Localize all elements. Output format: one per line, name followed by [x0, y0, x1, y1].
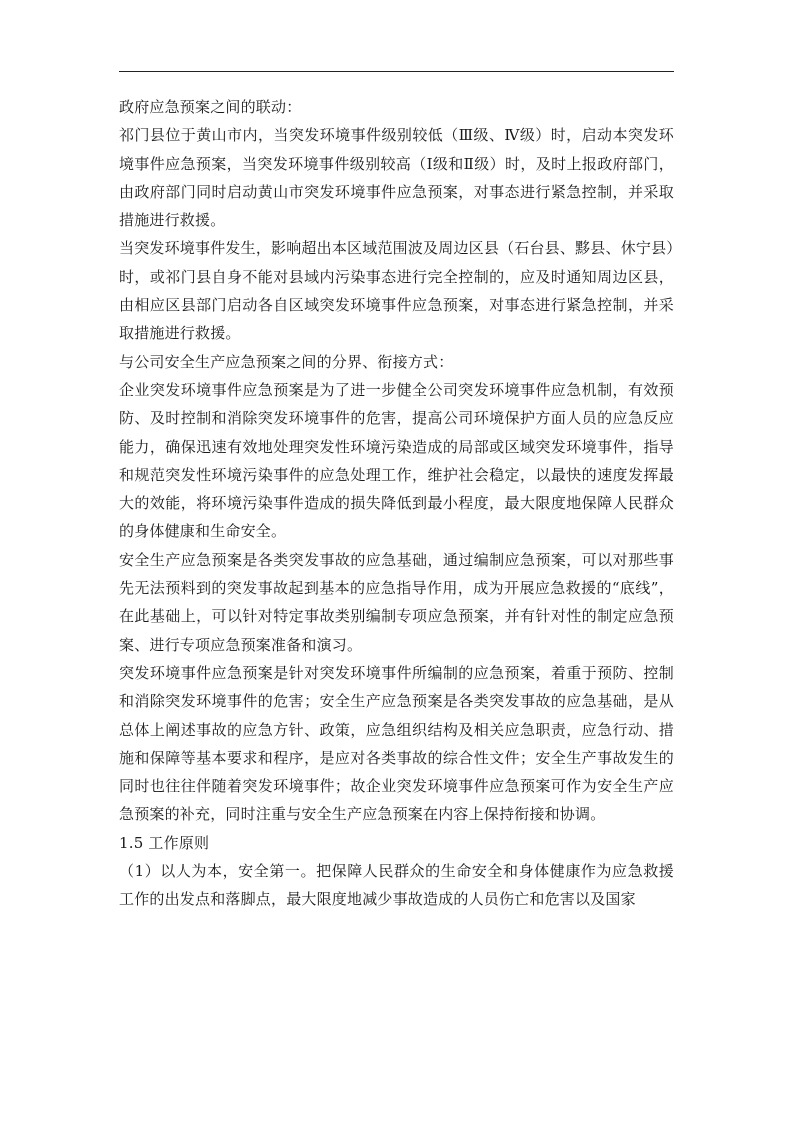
paragraph-plan-comparison: 突发环境事件应急预案是针对突发环境事件所编制的应急预案，着重于预防、控制和消除突发环境事件的危害；安全生产应急预案是各类突发事故的应急基础，是从总体上阐述事故的应急方针、政策，应急组织结构及相关应急职责，应急行动、措施和保障等基本要求和程序，是应对各类事故的综合性文件；安全生产事故发生的同时也往往伴随着突发环境事件；故企业突发环境事件应急预案可作为安全生产应急预案的补充，同时注重与安全生产应急预案在内容上保持衔接和协调。	[119, 663, 674, 824]
section-heading-work-principles: 1.5 工作原则	[119, 833, 210, 852]
paragraph-enterprise-plan: 企业突发环境事件应急预案是为了进一步健全公司突发环境事件应急机制，有效预防、及时控制和消除突发环境事件的危害，提高公司环境保护方面人员的应急反应能力，确保迅速有效地处理突发性环境污染造成的局部或区域突发环境事件，指导和规范突发性环境污染事件的应急处理工作，维护社会稳定，以最快的速度发挥最大的效能，将环境污染事件造成的损失降低到最小程度，最大限度地保障人民群众的身体健康和生命安全。	[119, 380, 674, 541]
paragraph-qimen-linkage: 祁门县位于黄山市内，当突发环境事件级别较低（Ⅲ级、Ⅳ级）时，启动本突发环境事件应急预案，当突发环境事件级别较高（Ⅰ级和Ⅱ级）时，及时上报政府部门，由政府部门同时启动黄山市突发环境事件应急预案，对事态进行紧急控制，并采取措施进行救援。	[119, 126, 674, 230]
header-rule	[119, 71, 674, 72]
paragraph-neighbor-counties: 当突发环境事件发生，影响超出本区域范围波及周边区县（石台县、黟县、休宁县）时，或祁门县自身不能对县域内污染事态进行完全控制的，应及时通知周边区县，由相应区县部门启动各自区域突发环境事件应急预案，对事态进行紧急控制，并采取措施进行救援。	[119, 239, 674, 343]
paragraph-safety-interface-heading: 与公司安全生产应急预案之间的分界、衔接方式：	[119, 352, 454, 371]
paragraph-safety-plan: 安全生产应急预案是各类突发事故的应急基础，通过编制应急预案，可以对那些事先无法预料到的突发事故起到基本的应急指导作用，成为开展应急救援的“底线”，在此基础上，可以针对特定事故类别编制专项应急预案，并有针对性的制定应急预案、进行专项应急预案准备和演习。	[119, 550, 674, 654]
paragraph-linkage-heading: 政府应急预案之间的联动：	[119, 98, 302, 116]
paragraph-principle-1: （1）以人为本，安全第一。把保障人民群众的生命安全和身体健康作为应急救援工作的出发点和落脚点，最大限度地减少事故造成的人员伤亡和危害以及国家	[119, 862, 674, 909]
document-body	[119, 93, 674, 914]
